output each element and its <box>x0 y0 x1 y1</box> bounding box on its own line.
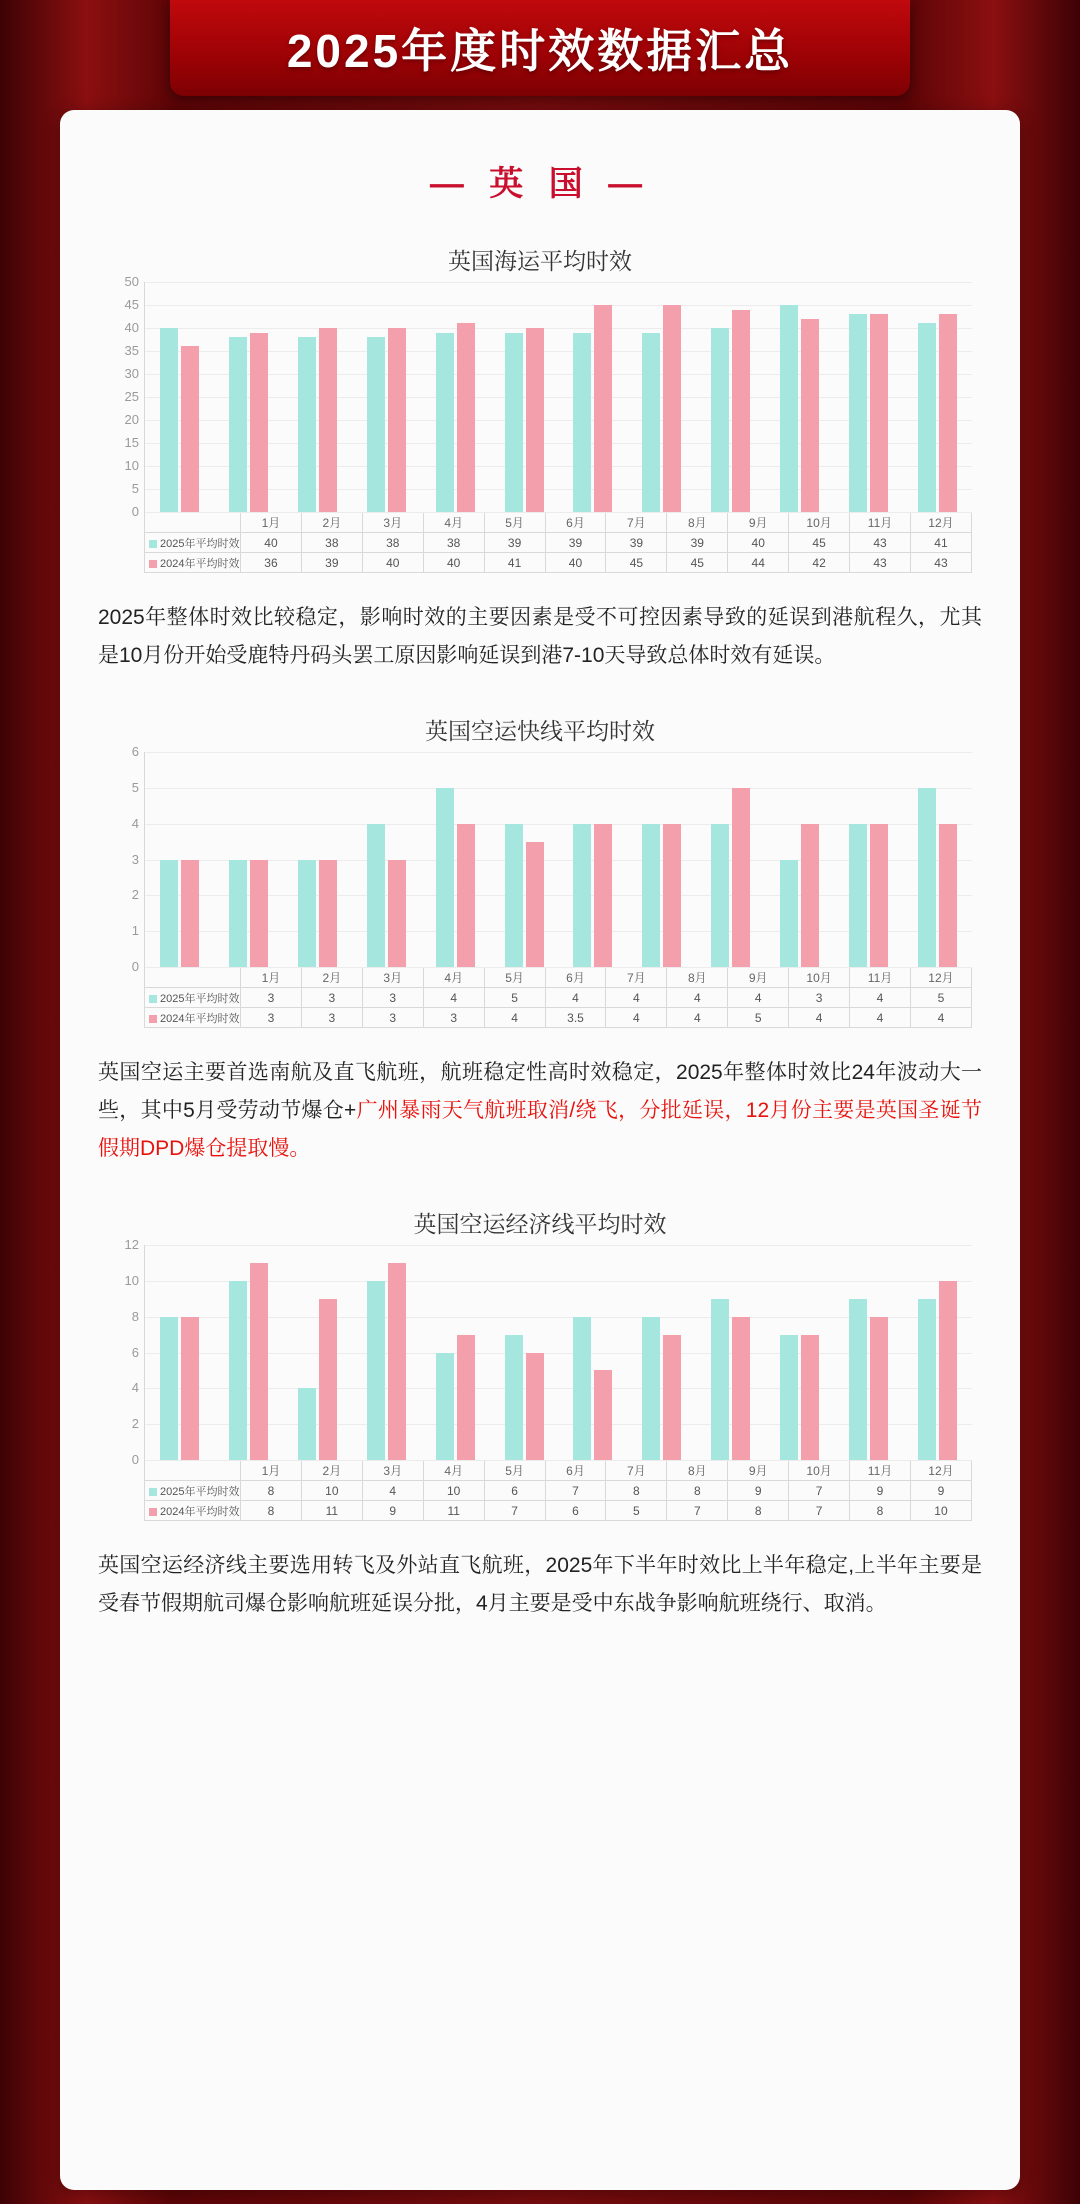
bar-2025 <box>711 824 729 967</box>
bar-2025 <box>367 337 385 512</box>
month-cell: 3月 <box>362 1461 423 1481</box>
value-cell: 5 <box>606 1501 667 1521</box>
value-cell: 3 <box>423 1008 484 1028</box>
bar-2025 <box>780 1335 798 1460</box>
month-cell: 12月 <box>910 968 971 988</box>
table-row <box>145 1481 972 1501</box>
legend-swatch-icon <box>149 560 157 568</box>
table-corner-cell <box>145 513 241 533</box>
bar-series-container <box>145 282 972 512</box>
bar-2024 <box>526 842 544 967</box>
bar-2024 <box>939 314 957 512</box>
bar-2025 <box>298 860 316 968</box>
month-cell: 3月 <box>362 513 423 533</box>
bar-group <box>627 282 696 512</box>
month-cell: 9月 <box>728 1461 789 1481</box>
month-cell: 2月 <box>301 513 362 533</box>
bar-2024 <box>388 328 406 512</box>
value-cell: 3 <box>362 1008 423 1028</box>
value-cell: 39 <box>545 533 606 553</box>
value-cell: 45 <box>789 533 850 553</box>
value-cell: 40 <box>423 553 484 573</box>
y-axis-tick-label: 5 <box>131 779 139 795</box>
bar-group <box>765 752 834 967</box>
section-title: — 英 国 — <box>429 165 651 203</box>
bar-group <box>214 1245 283 1460</box>
bar-2025 <box>367 824 385 967</box>
value-cell: 7 <box>545 1481 606 1501</box>
value-cell: 4 <box>606 1008 667 1028</box>
paragraph-sea: 2025年整体时效比较稳定，影响时效的主要因素是受不可控因素导致的延误到港航程久，尤其是10月份开始受鹿特丹码头罢工原因影响延误到港7-10天导致总体时效有延误。 <box>98 606 982 667</box>
value-cell: 8 <box>241 1501 302 1521</box>
month-cell: 6月 <box>545 513 606 533</box>
bar-group <box>145 752 214 967</box>
bar-2025 <box>780 860 798 968</box>
month-cell: 4月 <box>423 1461 484 1481</box>
value-cell: 4 <box>667 988 728 1008</box>
month-cell: 8月 <box>667 968 728 988</box>
series-legend-cell: 2025年平均时效 <box>145 988 241 1008</box>
month-cell: 1月 <box>241 513 302 533</box>
bar-2024 <box>594 1370 612 1460</box>
legend-swatch-icon <box>149 995 157 1003</box>
month-cell: 11月 <box>850 968 911 988</box>
bar-group <box>903 282 972 512</box>
bar-group <box>903 1245 972 1460</box>
value-cell: 38 <box>301 533 362 553</box>
chart-air-eco <box>88 1237 992 1521</box>
bar-2025 <box>160 328 178 512</box>
bar-2024 <box>526 328 544 512</box>
value-cell: 8 <box>606 1481 667 1501</box>
month-cell: 8月 <box>667 1461 728 1481</box>
month-cell: 6月 <box>545 968 606 988</box>
bar-2025 <box>229 1281 247 1460</box>
month-cell: 3月 <box>362 968 423 988</box>
y-axis-tick-label: 10 <box>124 1272 139 1288</box>
value-cell: 4 <box>423 988 484 1008</box>
y-axis-tick-label: 8 <box>131 1308 139 1324</box>
bar-group <box>214 282 283 512</box>
value-cell: 39 <box>301 553 362 573</box>
value-cell: 7 <box>789 1501 850 1521</box>
bar-2024 <box>250 860 268 968</box>
month-cell: 10月 <box>789 1461 850 1481</box>
bar-2024 <box>663 1335 681 1460</box>
series-legend-cell: 2025年平均时效 <box>145 1481 241 1501</box>
y-axis-tick-label: 0 <box>131 959 139 974</box>
bar-2025 <box>849 824 867 967</box>
paragraph-air-express <box>98 1054 982 1168</box>
y-axis-tick-label: 2 <box>131 887 139 903</box>
value-cell: 42 <box>789 553 850 573</box>
value-cell: 40 <box>362 553 423 573</box>
table-row <box>145 1008 972 1028</box>
page-banner <box>170 0 910 96</box>
value-cell: 9 <box>728 1481 789 1501</box>
bar-2024 <box>250 333 268 512</box>
bar-2024 <box>939 1281 957 1460</box>
bar-series-container <box>145 1245 972 1460</box>
value-cell: 4 <box>484 1008 545 1028</box>
bar-2025 <box>642 333 660 512</box>
bar-2025 <box>436 333 454 512</box>
y-axis-tick-label: 30 <box>124 366 139 381</box>
y-axis-tick-label: 40 <box>124 320 139 335</box>
bar-2024 <box>663 305 681 512</box>
y-axis-tick-label: 50 <box>124 274 139 289</box>
bar-2024 <box>732 1317 750 1460</box>
value-cell: 40 <box>545 553 606 573</box>
y-axis-tick-label: 20 <box>124 412 139 427</box>
legend-swatch-icon <box>149 540 157 548</box>
y-axis-tick-label: 45 <box>124 297 139 312</box>
bar-group <box>903 752 972 967</box>
bar-2024 <box>319 328 337 512</box>
paragraph-air-express-highlight: 广州暴雨天气航班取消/绕飞，分批延误，12月份主要是英国圣诞节假期DPD爆仓提取慢。 <box>98 1099 982 1160</box>
month-cell: 9月 <box>728 968 789 988</box>
value-cell: 10 <box>910 1501 971 1521</box>
month-cell: 2月 <box>301 968 362 988</box>
content-card <box>60 110 1020 2190</box>
month-cell: 12月 <box>910 1461 971 1481</box>
bar-group <box>145 1245 214 1460</box>
y-axis-tick-label: 10 <box>124 458 139 473</box>
value-cell: 41 <box>484 553 545 573</box>
table-row <box>145 1501 972 1521</box>
bar-group <box>283 1245 352 1460</box>
month-cell: 4月 <box>423 968 484 988</box>
bar-2025 <box>573 1317 591 1460</box>
bar-2024 <box>526 1353 544 1461</box>
bar-group <box>214 752 283 967</box>
chart-title-air-eco: 英国空运经济线平均时效 <box>413 1211 667 1237</box>
y-axis-tick-label: 15 <box>124 435 139 450</box>
value-cell: 11 <box>301 1501 362 1521</box>
value-cell: 39 <box>667 533 728 553</box>
series-legend-cell: 2024年平均时效 <box>145 553 241 573</box>
bar-2024 <box>732 310 750 512</box>
value-cell: 4 <box>606 988 667 1008</box>
bar-group <box>145 282 214 512</box>
bar-2025 <box>642 1317 660 1460</box>
value-cell: 4 <box>728 988 789 1008</box>
table-row-months <box>145 1461 972 1481</box>
value-cell: 4 <box>667 1008 728 1028</box>
bar-group <box>352 752 421 967</box>
value-cell: 6 <box>545 1501 606 1521</box>
chart-title-air-express: 英国空运快线平均时效 <box>425 718 655 744</box>
value-cell: 38 <box>362 533 423 553</box>
grid-line <box>131 504 972 519</box>
month-cell: 2月 <box>301 1461 362 1481</box>
bar-group <box>490 282 559 512</box>
bar-2025 <box>780 305 798 512</box>
value-cell: 8 <box>667 1481 728 1501</box>
value-cell: 9 <box>850 1481 911 1501</box>
bar-2025 <box>849 314 867 512</box>
bar-group <box>352 1245 421 1460</box>
bar-2025 <box>573 824 591 967</box>
bar-group <box>421 282 490 512</box>
grid-line <box>131 1452 972 1467</box>
month-cell: 10月 <box>789 513 850 533</box>
bar-group <box>765 282 834 512</box>
bar-group <box>352 282 421 512</box>
bar-group <box>696 282 765 512</box>
y-axis-tick-label: 0 <box>131 504 139 519</box>
y-axis-tick-label: 4 <box>131 815 139 831</box>
value-cell: 11 <box>423 1501 484 1521</box>
bar-2025 <box>918 788 936 967</box>
y-axis-tick-label: 1 <box>131 923 139 939</box>
table-corner-cell <box>145 968 241 988</box>
bar-group <box>559 1245 628 1460</box>
bar-2025 <box>849 1299 867 1460</box>
bar-2024 <box>732 788 750 967</box>
chart-air-express <box>88 744 992 1028</box>
value-cell: 3 <box>301 1008 362 1028</box>
bar-group <box>421 752 490 967</box>
value-cell: 7 <box>789 1481 850 1501</box>
value-cell: 3 <box>241 1008 302 1028</box>
value-cell: 4 <box>850 1008 911 1028</box>
value-cell: 45 <box>606 553 667 573</box>
value-cell: 40 <box>241 533 302 553</box>
value-cell: 6 <box>484 1481 545 1501</box>
table-row <box>145 553 972 573</box>
value-cell: 43 <box>910 553 971 573</box>
y-axis-tick-label: 2 <box>131 1416 139 1432</box>
series-legend-cell: 2024年平均时效 <box>145 1501 241 1521</box>
month-cell: 12月 <box>910 513 971 533</box>
value-cell: 4 <box>789 1008 850 1028</box>
value-cell: 43 <box>850 553 911 573</box>
bar-group <box>627 752 696 967</box>
value-cell: 4 <box>362 1481 423 1501</box>
value-cell: 45 <box>667 553 728 573</box>
value-cell: 36 <box>241 553 302 573</box>
value-cell: 38 <box>423 533 484 553</box>
bar-2024 <box>801 1335 819 1460</box>
value-cell: 10 <box>423 1481 484 1501</box>
banner-title: 2025年度时效数据汇总 <box>286 25 794 77</box>
bar-2024 <box>939 824 957 967</box>
month-cell: 4月 <box>423 513 484 533</box>
bar-group <box>696 1245 765 1460</box>
grid-line <box>131 959 972 974</box>
series-legend-cell: 2024年平均时效 <box>145 1008 241 1028</box>
bar-group <box>765 1245 834 1460</box>
bar-2025 <box>505 1335 523 1460</box>
bar-2024 <box>457 1335 475 1460</box>
value-cell: 3 <box>789 988 850 1008</box>
bar-2024 <box>663 824 681 967</box>
bar-2025 <box>160 860 178 968</box>
bar-2024 <box>457 824 475 967</box>
bar-group <box>834 282 903 512</box>
chart-sea <box>88 274 992 573</box>
value-cell: 9 <box>362 1501 423 1521</box>
bar-2024 <box>594 824 612 967</box>
month-cell: 11月 <box>850 1461 911 1481</box>
y-axis-tick-label: 0 <box>131 1452 139 1467</box>
bar-group <box>559 752 628 967</box>
table-row <box>145 533 972 553</box>
value-cell: 43 <box>850 533 911 553</box>
legend-swatch-icon <box>149 1508 157 1516</box>
month-cell: 7月 <box>606 968 667 988</box>
value-cell: 5 <box>484 988 545 1008</box>
bar-2025 <box>505 333 523 512</box>
value-cell: 4 <box>545 988 606 1008</box>
bar-2025 <box>160 1317 178 1460</box>
y-axis-tick-label: 4 <box>131 1380 139 1396</box>
table-corner-cell <box>145 1461 241 1481</box>
value-cell: 3.5 <box>545 1008 606 1028</box>
value-cell: 3 <box>301 988 362 1008</box>
bar-2024 <box>319 1299 337 1460</box>
bar-2025 <box>436 788 454 967</box>
y-axis-tick-label: 3 <box>131 851 139 867</box>
month-cell: 5月 <box>484 513 545 533</box>
data-table-air-express <box>144 967 972 1028</box>
month-cell: 11月 <box>850 513 911 533</box>
value-cell: 3 <box>241 988 302 1008</box>
value-cell: 9 <box>910 1481 971 1501</box>
bar-group <box>490 1245 559 1460</box>
value-cell: 44 <box>728 553 789 573</box>
y-axis-tick-label: 35 <box>124 343 139 358</box>
month-cell: 7月 <box>606 1461 667 1481</box>
value-cell: 5 <box>910 988 971 1008</box>
bar-2024 <box>388 1263 406 1460</box>
value-cell: 40 <box>728 533 789 553</box>
month-cell: 8月 <box>667 513 728 533</box>
value-cell: 8 <box>241 1481 302 1501</box>
bar-group <box>834 1245 903 1460</box>
bar-2024 <box>181 860 199 968</box>
bar-2025 <box>505 824 523 967</box>
series-legend-cell: 2025年平均时效 <box>145 533 241 553</box>
value-cell: 39 <box>606 533 667 553</box>
bar-2024 <box>801 319 819 512</box>
value-cell: 7 <box>667 1501 728 1521</box>
bar-group <box>559 282 628 512</box>
data-table-sea <box>144 512 972 573</box>
paragraph-air-eco: 英国空运经济线主要选用转飞及外站直飞航班，2025年下半年时效比上半年稳定,上半年主要是受春节假期航司爆仓影响航班延误分批，4月主要是受中东战争影响航班绕行、取消。 <box>98 1554 982 1615</box>
bar-2024 <box>181 1317 199 1460</box>
month-cell: 9月 <box>728 513 789 533</box>
bar-2024 <box>250 1263 268 1460</box>
bar-2025 <box>711 1299 729 1460</box>
bar-2024 <box>870 314 888 512</box>
y-axis-tick-label: 6 <box>131 1344 139 1360</box>
bar-group <box>421 1245 490 1460</box>
bar-2025 <box>573 333 591 512</box>
bar-2024 <box>870 1317 888 1460</box>
value-cell: 4 <box>910 1008 971 1028</box>
bar-2025 <box>229 860 247 968</box>
month-cell: 1月 <box>241 968 302 988</box>
table-row-months <box>145 968 972 988</box>
value-cell: 4 <box>850 988 911 1008</box>
table-row <box>145 988 972 1008</box>
bar-group <box>283 282 352 512</box>
month-cell: 5月 <box>484 968 545 988</box>
bar-group <box>834 752 903 967</box>
bar-2024 <box>457 323 475 512</box>
chart-title-sea: 英国海运平均时效 <box>448 248 632 274</box>
bar-2025 <box>918 323 936 512</box>
bar-2024 <box>388 860 406 968</box>
bar-series-container <box>145 752 972 967</box>
bar-2025 <box>298 337 316 512</box>
bar-2025 <box>711 328 729 512</box>
value-cell: 41 <box>910 533 971 553</box>
legend-swatch-icon <box>149 1488 157 1496</box>
bar-2024 <box>870 824 888 967</box>
bar-group <box>283 752 352 967</box>
value-cell: 8 <box>850 1501 911 1521</box>
bar-group <box>696 752 765 967</box>
month-cell: 5月 <box>484 1461 545 1481</box>
y-axis-tick-label: 25 <box>124 389 139 404</box>
bar-2025 <box>436 1353 454 1461</box>
y-axis-tick-label: 5 <box>131 481 139 496</box>
value-cell: 8 <box>728 1501 789 1521</box>
month-cell: 6月 <box>545 1461 606 1481</box>
value-cell: 7 <box>484 1501 545 1521</box>
paragraph-air-express-part1: 英国空运主要首选南航及直飞航班，航班稳定性高时效稳定，2025年整体时效比24年波动大一些，其中5月受劳动节爆仓+ <box>98 1061 982 1122</box>
month-cell: 1月 <box>241 1461 302 1481</box>
bar-2024 <box>319 860 337 968</box>
table-row-months <box>145 513 972 533</box>
y-axis-tick-label: 6 <box>131 744 139 759</box>
bar-2024 <box>801 824 819 967</box>
bar-2025 <box>642 824 660 967</box>
value-cell: 10 <box>301 1481 362 1501</box>
value-cell: 39 <box>484 533 545 553</box>
month-cell: 7月 <box>606 513 667 533</box>
y-axis-tick-label: 12 <box>124 1237 139 1252</box>
value-cell: 3 <box>362 988 423 1008</box>
bar-group <box>627 1245 696 1460</box>
data-table-air-eco <box>144 1460 972 1521</box>
bar-2025 <box>229 337 247 512</box>
bar-2024 <box>181 346 199 512</box>
bar-2025 <box>367 1281 385 1460</box>
bar-2024 <box>594 305 612 512</box>
value-cell: 5 <box>728 1008 789 1028</box>
bar-2025 <box>298 1388 316 1460</box>
bar-2025 <box>918 1299 936 1460</box>
bar-group <box>490 752 559 967</box>
month-cell: 10月 <box>789 968 850 988</box>
legend-swatch-icon <box>149 1015 157 1023</box>
